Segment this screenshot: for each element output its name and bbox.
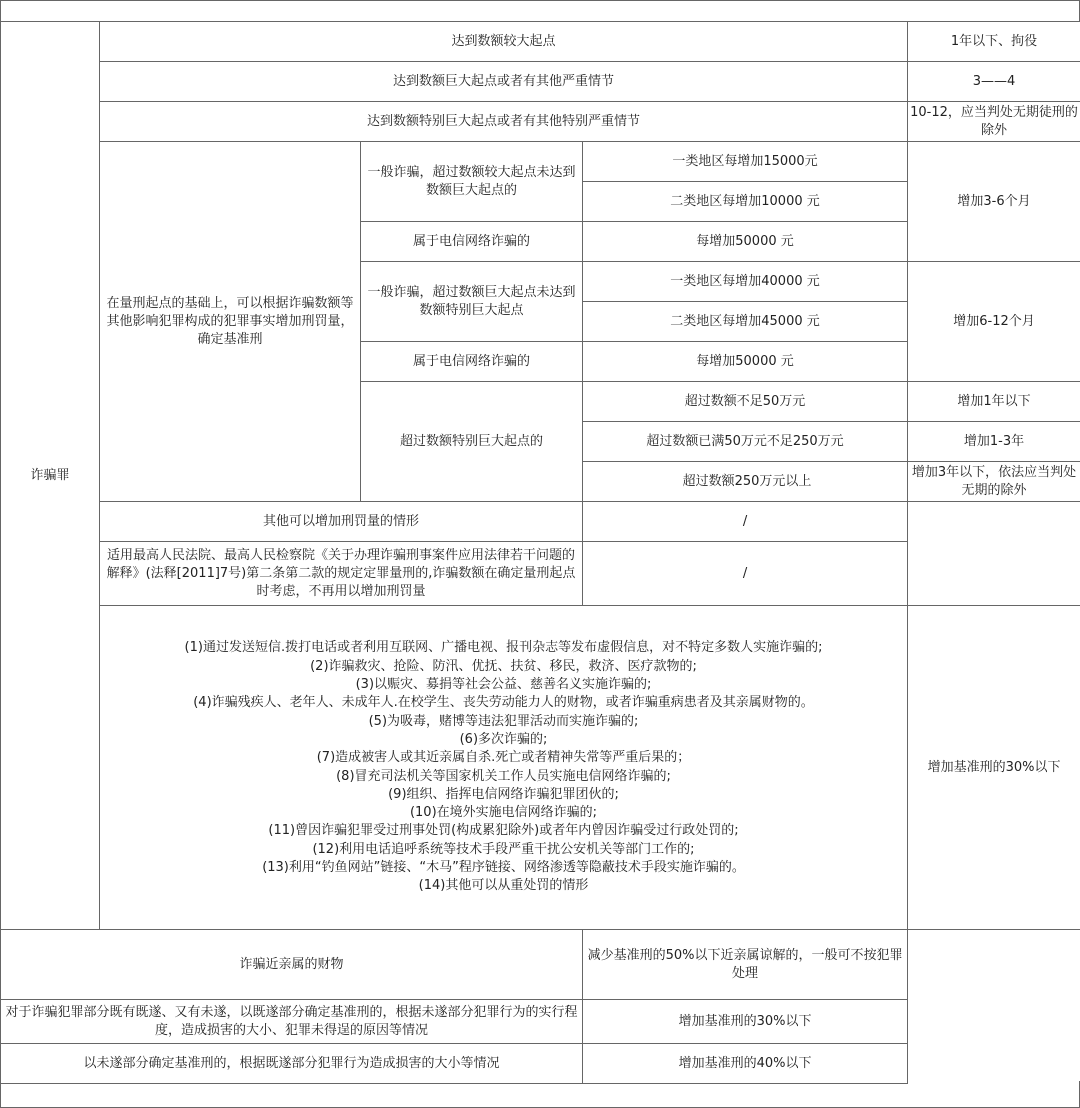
group1-general-cell: 一般诈骗，超过数额较大起点未达到数额巨大起点的 xyxy=(361,142,583,222)
attempt-a-penalty-cell: 增加基准刑的30%以下 xyxy=(583,1000,908,1044)
interpretation-cell: 适用最高人民法院、最高人民检察院《关于办理诈骗刑事案件应用法律若干问题的解释》(法释[2011]7号)第二条第二款的规定定罪量刑的,诈骗数额在确定量刑起点时考虑，不再用以增加刑罚量 xyxy=(100,542,583,606)
starting-condition-cell: 达到数额巨大起点或者有其他严重情节 xyxy=(100,62,908,102)
table-row xyxy=(1,542,1080,606)
group2-penalty-cell: 增加6-12个月 xyxy=(908,262,1080,382)
sentencing-table xyxy=(0,21,1080,1084)
list-item: (3)以赈灾、募捐等社会公益、慈善名义实施诈骗的; xyxy=(355,677,652,693)
group2-telecom-amount-cell: 每增加50000 元 xyxy=(583,342,908,382)
list-item: (2)诈骗救灾、抢险、防汛、优抚、扶贫、移民，救济、医疗款物的; xyxy=(310,658,697,674)
group1-region1-cell: 一类地区每增加15000元 xyxy=(583,142,908,182)
table-row xyxy=(1,142,1080,182)
base-sentence-note-cell: 在量刑起点的基础上，可以根据诈骗数额等其他影响犯罪构成的犯罪事实增加刑罚量，确定基准刑 xyxy=(100,142,361,502)
list-item: (9)组织、指挥电信网络诈骗犯罪团伙的; xyxy=(388,786,619,802)
group3-condition-cell: 超过数额已满50万元不足250万元 xyxy=(583,422,908,462)
group1-region2-cell: 二类地区每增加10000 元 xyxy=(583,182,908,222)
attempt-b-penalty-cell: 增加基准刑的40%以下 xyxy=(583,1044,908,1084)
group2-general-cell: 一般诈骗，超过数额巨大起点未达到数额特别巨大起点 xyxy=(361,262,583,342)
table-row xyxy=(1,502,1080,542)
list-item: (13)利用“钓鱼网站”链接、“木马”程序链接、网络渗透等隐蔽技术手段实施诈骗的。 xyxy=(262,859,745,875)
table-row xyxy=(1,1000,1080,1044)
list-item: (5)为吸毒，赌博等违法犯罪活动而实施诈骗的; xyxy=(368,713,639,729)
list-item: (1)通过发送短信.拨打电话或者利用互联网、广播电视、报刊杂志等发布虚假信息，对不特定多数人实施诈骗的; xyxy=(184,640,823,656)
group2-region1-cell: 一类地区每增加40000 元 xyxy=(583,262,908,302)
other-increase-penalty-cell: / xyxy=(583,502,908,542)
list-item: (14)其他可以从重处罚的情形 xyxy=(418,878,589,894)
starting-condition-cell: 达到数额特别巨大起点或者有其他特别严重情节 xyxy=(100,102,908,142)
aggravating-penalty-cell: 增加基准刑的30%以下 xyxy=(908,606,1080,930)
aggravating-list xyxy=(102,639,905,895)
starting-penalty-cell: 1年以下、拘役 xyxy=(908,22,1080,62)
group1-penalty-cell: 增加3-6个月 xyxy=(908,142,1080,262)
list-item: (7)造成被害人或其近亲属自杀.死亡或者精神失常等严重后果的； xyxy=(316,750,691,766)
table-row xyxy=(1,102,1080,142)
list-item: (11)曾因诈骗犯罪受过刑事处罚(构成累犯除外)或者年内曾因诈骗受过行政处罚的; xyxy=(268,823,739,839)
group3-condition-cell: 超过数额250万元以上 xyxy=(583,462,908,502)
bottom-frame xyxy=(0,1081,1080,1108)
group2-region2-cell: 二类地区每增加45000 元 xyxy=(583,302,908,342)
starting-penalty-cell: 3——4 xyxy=(908,62,1080,102)
table-row xyxy=(1,930,1080,1000)
table-row xyxy=(1,22,1080,62)
group3-label-cell: 超过数额特别巨大起点的 xyxy=(361,382,583,502)
table-row xyxy=(1,62,1080,102)
table-row xyxy=(1,606,1080,930)
list-item: (8)冒充司法机关等国家机关工作人员实施电信网络诈骗的; xyxy=(336,768,671,784)
group1-telecom-amount-cell: 每增加50000 元 xyxy=(583,222,908,262)
aggravating-list-cell xyxy=(100,606,908,930)
list-item: (4)诈骗残疾人、老年人、未成年人.在校学生、丧失劳动能力人的财物，或者诈骗重病患者及其亲属财物的。 xyxy=(193,695,814,711)
group3-condition-cell: 超过数额不足50万元 xyxy=(583,382,908,422)
relatives-cell: 诈骗近亲属的财物 xyxy=(1,930,583,1000)
group3-penalty-cell: 增加1-3年 xyxy=(908,422,1080,462)
list-item: (10)在境外实施电信网络诈骗的; xyxy=(409,805,598,821)
group1-telecom-cell: 属于电信网络诈骗的 xyxy=(361,222,583,262)
group3-penalty-cell: 增加1年以下 xyxy=(908,382,1080,422)
starting-condition-cell: 达到数额较大起点 xyxy=(100,22,908,62)
top-frame xyxy=(0,0,1080,22)
other-increase-cell: 其他可以增加刑罚量的情形 xyxy=(100,502,583,542)
interpretation-penalty-cell: / xyxy=(583,542,908,606)
attempt-b-cell: 以未遂部分确定基准刑的，根据既遂部分犯罪行为造成损害的大小等情况 xyxy=(1,1044,583,1084)
group2-telecom-cell: 属于电信网络诈骗的 xyxy=(361,342,583,382)
group3-penalty-cell: 增加3年以下，依法应当判处无期的除外 xyxy=(908,462,1080,502)
table-row xyxy=(1,1044,1080,1084)
relatives-penalty-cell: 减少基准刑的50%以下近亲属谅解的，一般可不按犯罪处理 xyxy=(583,930,908,1000)
list-item: (6)多次诈骗的; xyxy=(459,731,548,747)
starting-penalty-cell: 10-12，应当判处无期徒刑的除外 xyxy=(908,102,1080,142)
attempt-a-cell: 对于诈骗犯罪部分既有既遂、又有未遂，以既遂部分确定基准刑的，根据未遂部分犯罪行为的实行程度，造成损害的大小、犯罪未得逞的原因等情况 xyxy=(1,1000,583,1044)
crime-name-cell: 诈骗罪 xyxy=(1,22,100,930)
list-item: (12)利用电话追呼系统等技术手段严重干扰公安机关等部门工作的; xyxy=(312,841,695,857)
